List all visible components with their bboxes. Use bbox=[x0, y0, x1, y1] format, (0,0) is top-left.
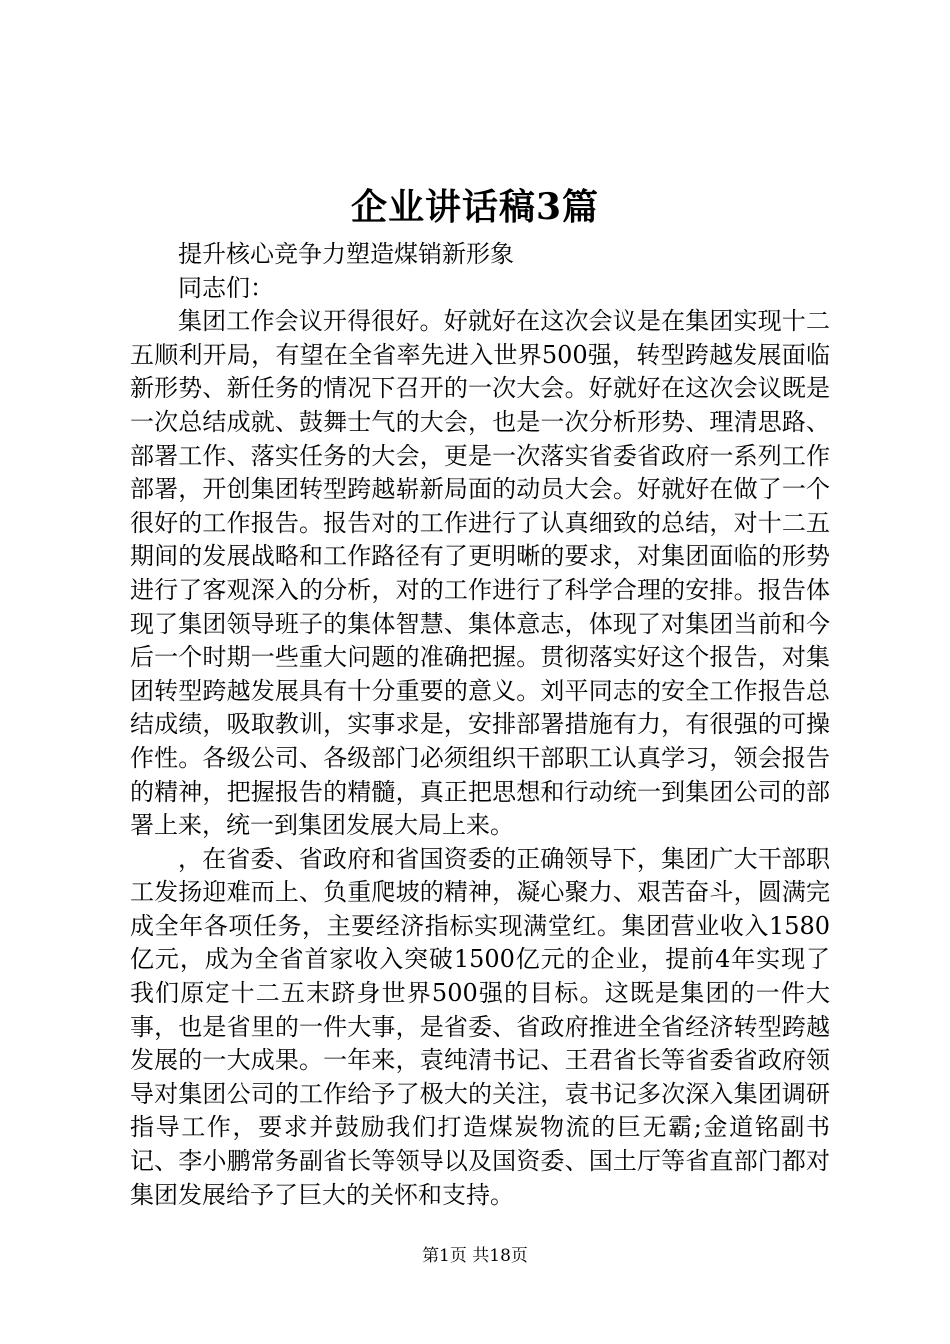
salutation: 同志们： bbox=[178, 273, 274, 302]
body-paragraph-1: 集团工作会议开得很好。好就好在这次会议是在集团实现十二五顺利开局，有望在全省率先进入世界500强，转型跨越发展面临新形势、新任务的情况下召开的一次大会。好就好在这次会议既是一次总结成就、鼓舞士气的大会，也是一次分析形势、理清思路、部署工作、落实任务的大会，更是一次落实省委省政府一系列工作部署，开创集团转型跨越崭新局面的动员大会。好就好在做了一个很好的工作报告。报告对的工作进行了认真细致的总结，对十二五期间的发展战略和工作路径有了更明晰的要求，对集团面临的形势进行了客观深入的分析，对的工作进行了科学合理的安排。报告体现了集团领导班子的集体智慧、集体意志，体现了对集团当前和今后一个时期一些重大问题的准确把握。贯彻落实好这个报告，对集团转型跨越发展具有十分重要的意义。刘平同志的安全工作报告总结成绩，吸取教训，实事求是，安排部署措施有力，有很强的可操作性。各级公司、各级部门必须组织干部职工认真学习，领会报告的精神，把握报告的精髓，真正把思想和行动统一到集团公司的部署上来，统一到集团发展大局上来。 bbox=[130, 307, 830, 840]
document-subtitle: 提升核心竞争力塑造煤销新形象 bbox=[178, 240, 514, 268]
document-body bbox=[130, 238, 830, 1212]
document-title: 企业讲话稿3篇 bbox=[350, 186, 600, 228]
body-paragraph-2: ，在省委、省政府和省国资委的正确领导下，集团广大干部职工发扬迎难而上、负重爬坡的精神，凝心聚力、艰苦奋斗，圆满完成全年各项任务，主要经济指标实现满堂红。集团营业收入1580亿元，成为全省首家收入突破1500亿元的企业，提前4年实现了我们原定十二五末跻身世界500强的目标。这既是集团的一件大事，也是省里的一件大事，是省委、省政府推进全省经济转型跨越发展的一大成果。一年来，袁纯清书记、王君省长等省委省政府领导对集团公司的工作给予了极大的关注，袁书记多次深入集团调研指导工作，要求并鼓励我们打造煤炭物流的巨无霸;金道铭副书记、李小鹏常务副省长等领导以及国资委、国土厅等省直部门都对集团发展给予了巨大的关怀和支持。 bbox=[130, 844, 830, 1209]
page-footer: 第1页 共18页 bbox=[422, 1246, 528, 1266]
